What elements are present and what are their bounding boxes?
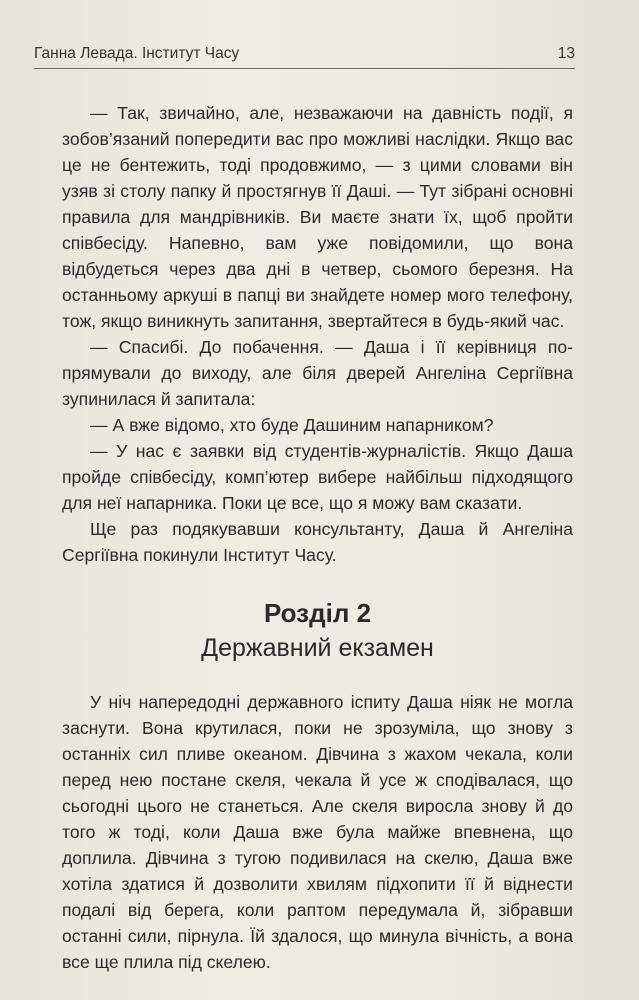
page-number: 13	[557, 45, 575, 62]
running-header	[34, 42, 575, 69]
paragraph: — Так, звичайно, але, незважаючи на давність події, я зобов’язаний попередити вас про можливі наслідки. Якщо вас це не бентежить, тоді продовжимо, — з цими словами він узяв зі столу папку й простягнув її Даші. — Тут зібрані основні правила для мандрівників. Ви маєте знати їх, щоб пройти співбесіду. Напевно, вам уже повідомили, що вона відбудеться через два дні в четвер, сьомого березня. На останньому аркуші в папці ви знайдете номер мого телефону, тож, якщо виникнуть запитання, звертайтеся в будь-який час.	[62, 103, 573, 331]
paragraph: — Спасибі. До побачення. — Даша і її керівниця попрямували до виходу, але біля дверей Ангеліна Сергіївна зупинилася й запитала:	[62, 337, 573, 409]
paragraph: — У нас є заявки від студентів-журналістів. Якщо Даша пройде співбесіду, комп’ютер вибере найбільш підходящого для неї напарника. Поки це все, що я можу вам сказати.	[62, 441, 573, 513]
chapter-number: Розділ 2	[263, 598, 372, 628]
paragraph: У ніч напередодні державного іспиту Даша ніяк не могла заснути. Вона крутилася, поки не зрозуміла, що знову з останніх сил пливе океаном. Дівчина з жахом чекала, коли перед нею постане скеля, чекала й усе ж сподівалася, що сьогодні цього не станеться. Але скеля виросла знову й до того ж тоді, коли Даша вже була майже впевнена, що доплила. Дівчина з тугою подивилася на скелю, Даша вже хотіла здатися й дозволити хвилям підхопити її й віднести подалі від берега, коли раптом передумала й, зібравши останні сили, пірнула. Їй здалося, що минула вічність, а вона все ще плила під скелею.	[62, 692, 573, 972]
text-block-before-chapter	[62, 100, 573, 568]
running-header-title: Ганна Левада. Інститут Часу	[34, 45, 240, 62]
text-block-chapter-start	[62, 689, 573, 975]
paragraph: Ще раз подякувавши консультанту, Даша й Ангеліна Сергіївна покинули Інститут Часу.	[62, 519, 573, 565]
chapter-title: Державний екзамен	[201, 634, 434, 662]
paragraph: — А вже відомо, хто буде Дашиним напарником?	[90, 415, 494, 435]
